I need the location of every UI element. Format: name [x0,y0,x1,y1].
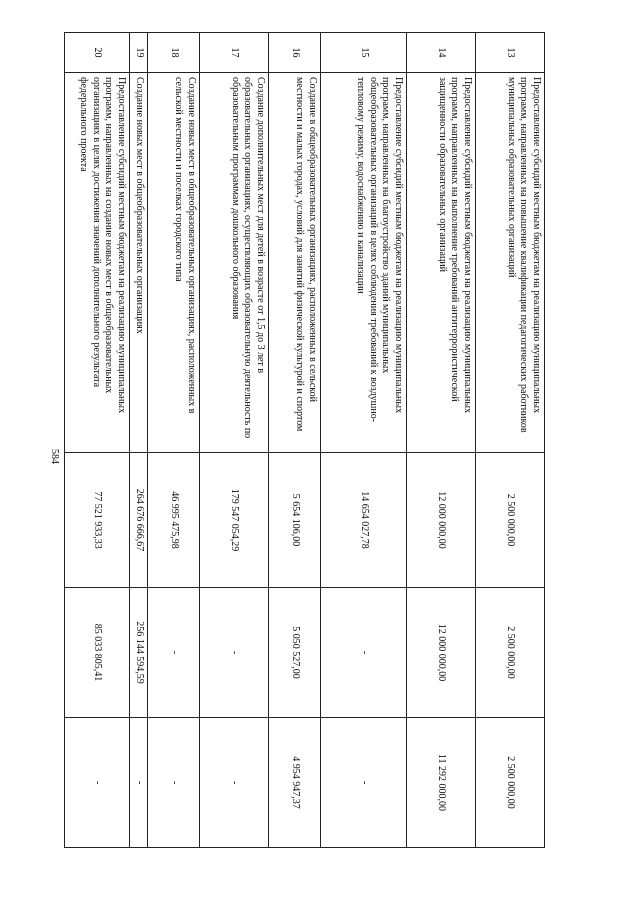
value-col-2: 2 500 000,00 [476,588,545,718]
table-wrapper [65,32,545,847]
value-col-1: 179 547 054,29 [200,453,269,588]
row-description: Предоставление субсидий местным бюджетам на реализацию муниципальных программ, направленных на благоустройство зданий муниципальных общеобразовательных организаций в целях соблюдения требований к воздушно-тепловому режиму, водоснабжению и канализации [321,73,407,453]
row-description: Предоставление субсидий местным бюджетам на реализацию муниципальных программ, направленных на выполнение требований антитеррористической защищенности образовательных организаций [407,73,476,453]
value-col-3: - [200,718,269,848]
table-row [321,33,407,848]
value-col-1: 264 676 666,67 [130,453,148,588]
table-row [476,33,545,848]
row-number: 19 [130,33,148,73]
table-row [130,33,148,848]
row-number: 13 [476,33,545,73]
value-col-3: - [130,718,148,848]
value-col-1: 46 995 475,98 [148,453,200,588]
value-col-1: 12 000 000,00 [407,453,476,588]
budget-table [64,32,545,848]
row-number: 17 [200,33,269,73]
row-number: 15 [321,33,407,73]
row-description: Создание новых мест в общеобразовательных организациях [130,73,148,453]
row-number: 16 [269,33,321,73]
value-col-3: 11 292 000,00 [407,718,476,848]
value-col-1: 5 654 106,00 [269,453,321,588]
value-col-2: - [321,588,407,718]
value-col-2: 256 144 594,59 [130,588,148,718]
value-col-1: 77 521 933,33 [65,453,130,588]
row-number: 18 [148,33,200,73]
value-col-3: 2 500 000,00 [476,718,545,848]
value-col-3: - [148,718,200,848]
value-col-2: - [148,588,200,718]
table-row [65,33,130,848]
page-number: 584 [48,448,60,464]
row-description: Создание дополнительных мест для детей в возрасте от 1,5 до 3 лет в образовательных организациях, осуществляющих образовательную деятельность по образовательным программам дошкольного образования [200,73,269,453]
row-description: Создание в общеобразовательных организациях, расположенных в сельской местности и малых городах, условий для занятий физической культурой и спортом [269,73,321,453]
table-row [407,33,476,848]
row-description: Предоставление субсидий местным бюджетам на реализацию муниципальных программ, направленных на повышение квалификации педагогических работников муниципальных образовательных организаций [476,73,545,453]
row-description: Предоставление субсидий местным бюджетам на реализацию муниципальных программ, направленных на создание новых мест в общеобразовательных организациях в целях достижения значений дополнительного результата федерального проекта [65,73,130,453]
value-col-2: 5 050 527,00 [269,588,321,718]
table-row [269,33,321,848]
value-col-2: 85 033 805,41 [65,588,130,718]
value-col-3: 4 954 947,37 [269,718,321,848]
value-col-1: 14 654 027,78 [321,453,407,588]
value-col-2: - [200,588,269,718]
value-col-3: - [321,718,407,848]
row-number: 20 [65,33,130,73]
value-col-1: 2 500 000,00 [476,453,545,588]
row-description: Создание новых мест в общеобразовательных организациях, расположенных в сельской местности и поселках городского типа [148,73,200,453]
value-col-2: 12 000 000,00 [407,588,476,718]
table-row [200,33,269,848]
table-row [148,33,200,848]
row-number: 14 [407,33,476,73]
value-col-3: - [65,718,130,848]
